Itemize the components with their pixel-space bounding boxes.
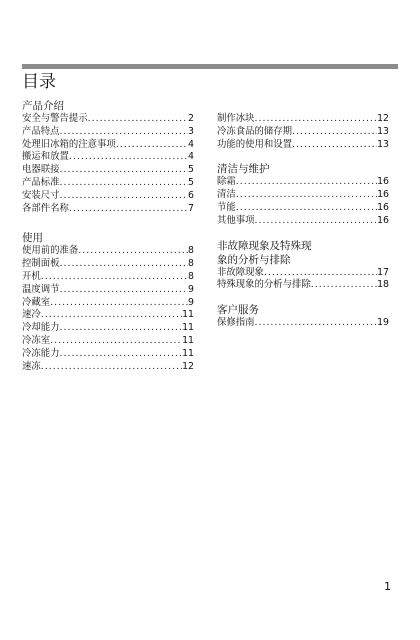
toc-entry-title: 冷冻食品的储存期 (217, 125, 293, 137)
toc-entry-title: 清洁 (217, 189, 236, 201)
toc-entry-page: 11 (182, 347, 194, 359)
top-rule (22, 64, 398, 69)
page-number: 1 (384, 580, 391, 593)
dot-leader (60, 164, 189, 177)
toc-entry-page: 16 (377, 214, 389, 226)
toc-entry[interactable] (217, 189, 389, 202)
toc-entry[interactable] (22, 203, 194, 216)
toc-entry-title: 产品标准 (22, 176, 60, 188)
toc-entry[interactable] (217, 126, 389, 139)
toc-entry-page: 13 (377, 138, 389, 150)
toc-entry-page: 19 (377, 317, 389, 329)
section-heading: 清洁与维护 (217, 163, 270, 176)
toc-entry-page: 9 (188, 283, 194, 295)
toc-entry-title: 各部件名称 (22, 202, 69, 214)
dot-leader (255, 113, 378, 126)
toc-entry-title: 安全与警告提示 (22, 113, 88, 124)
toc-entry[interactable] (22, 245, 194, 258)
dot-leader (60, 348, 183, 361)
toc-entry-title: 使用前的准备 (22, 245, 79, 257)
toc-entry-title: 安装尺寸 (22, 189, 60, 201)
toc-entry[interactable] (22, 322, 194, 335)
toc-entry-title: 特殊现象的分析与排除 (217, 279, 311, 291)
toc-list (22, 245, 194, 373)
toc-entry-title: 开机 (22, 270, 41, 282)
toc-entry[interactable] (22, 335, 194, 348)
toc-entry-title: 产品特点 (22, 125, 60, 137)
toc-entry-title: 电器联接 (22, 164, 60, 176)
dot-leader (60, 126, 189, 139)
toc-list (217, 176, 389, 227)
toc-entry[interactable] (22, 361, 194, 374)
toc-entry-title: 其他事项 (217, 214, 255, 226)
dot-leader (50, 297, 188, 310)
toc-entry[interactable] (217, 317, 389, 330)
toc-entry-page: 17 (377, 266, 389, 278)
toc-entry-page: 13 (377, 125, 389, 137)
toc-entry-page: 8 (188, 245, 194, 257)
dot-leader (41, 271, 188, 284)
toc-entry-title: 冷却能力 (22, 322, 60, 334)
toc-entry[interactable] (22, 139, 194, 152)
toc-list (217, 113, 389, 151)
toc-entry-page: 18 (377, 279, 389, 291)
toc-entry[interactable] (22, 164, 194, 177)
dot-leader (311, 279, 377, 292)
dot-leader (236, 176, 377, 189)
dot-leader (236, 189, 377, 202)
toc-entry-page: 12 (182, 360, 194, 372)
toc-entry-page: 8 (188, 270, 194, 282)
section-service (217, 303, 389, 330)
dot-leader (255, 215, 378, 228)
toc-entry-page: 7 (188, 202, 194, 214)
toc-entry-title: 保修指南 (217, 317, 255, 329)
toc-entry-page: 5 (188, 164, 194, 176)
dot-leader (264, 267, 377, 280)
toc-entry-title: 制作冰块 (217, 113, 255, 124)
toc-entry[interactable] (22, 348, 194, 361)
dot-leader (41, 309, 182, 322)
section-heading: 客户服务 (217, 304, 259, 317)
section-troubleshoot (217, 239, 389, 293)
toc-entry[interactable] (217, 215, 389, 228)
toc-entry[interactable] (22, 190, 194, 203)
toc-entry-page: 2 (188, 113, 194, 124)
toc-entry-page: 16 (377, 176, 389, 188)
toc-entry-title: 温度调节 (22, 283, 60, 295)
toc-entry-title: 冷冻能力 (22, 347, 60, 359)
toc-entry-page: 16 (377, 189, 389, 201)
toc-entry-title: 处理旧冰箱的注意事项 (22, 138, 116, 150)
toc-column-right (217, 113, 389, 330)
toc-entry-title: 除霜 (217, 176, 236, 188)
toc-entry[interactable] (22, 297, 194, 310)
toc-entry-page: 3 (188, 125, 194, 137)
section-heading: 产品介绍 (22, 100, 64, 112)
toc-entry-page: 9 (188, 296, 194, 308)
toc-entry-page: 11 (182, 322, 194, 334)
dot-leader (60, 190, 189, 203)
toc-entry[interactable] (217, 267, 389, 280)
section-heading-line2: 象的分析与排除 (217, 253, 291, 266)
toc-entry[interactable] (22, 113, 194, 126)
dot-leader (60, 322, 183, 335)
toc-entry-page: 5 (188, 176, 194, 188)
toc-entry-page: 12 (377, 113, 389, 124)
section-heading: 使用 (22, 232, 43, 245)
toc-entry[interactable] (217, 139, 389, 152)
section-cleaning (217, 162, 389, 227)
toc-entry-title: 速冷 (22, 309, 41, 321)
dot-leader (69, 151, 188, 164)
toc-entry[interactable] (217, 279, 389, 292)
toc-entry-page: 11 (182, 309, 194, 321)
toc-entry-title: 速冻 (22, 360, 41, 372)
toc-entry-page: 4 (188, 151, 194, 163)
toc-entry-title: 冷藏室 (22, 296, 51, 308)
dot-leader (88, 113, 188, 126)
section-intro (22, 99, 194, 215)
dot-leader (69, 203, 188, 216)
section-heading: 非故障现象及特殊现 (217, 239, 312, 252)
dot-leader (292, 139, 377, 152)
toc-entry-page: 6 (188, 189, 194, 201)
dot-leader (60, 177, 189, 190)
toc-entry-title: 功能的使用和设置 (217, 138, 293, 150)
toc-entry[interactable] (217, 176, 389, 189)
section-usage (22, 231, 194, 373)
toc-entry[interactable] (217, 113, 389, 126)
dot-leader (41, 361, 182, 374)
toc-entry-title: 非故障现象 (217, 266, 264, 278)
dot-leader (292, 126, 377, 139)
toc-entry-title: 冷冻室 (22, 334, 51, 346)
toc-entry[interactable] (22, 151, 194, 164)
toc-list (217, 267, 389, 293)
toc-entry-page: 16 (377, 201, 389, 213)
toc-entry[interactable] (22, 271, 194, 284)
dot-leader (60, 258, 189, 271)
dot-leader (50, 335, 182, 348)
dot-leader (236, 202, 377, 215)
toc-entry[interactable] (22, 126, 194, 139)
toc-entry[interactable] (22, 258, 194, 271)
dot-leader (116, 139, 188, 152)
toc-entry-title: 节能 (217, 201, 236, 213)
toc-entry[interactable] (22, 284, 194, 297)
toc-entry-page: 4 (188, 138, 194, 150)
toc-entry-title: 控制面板 (22, 258, 60, 270)
toc-entry-title: 搬运和放置 (22, 151, 69, 163)
toc-list (217, 317, 389, 330)
dot-leader (60, 284, 189, 297)
toc-list (22, 113, 194, 215)
page-title: 目录 (22, 72, 56, 92)
toc-entry-page: 11 (182, 334, 194, 346)
dot-leader (78, 245, 188, 258)
toc-column-left (22, 99, 194, 373)
toc-entry[interactable] (22, 177, 194, 190)
toc-entry[interactable] (22, 309, 194, 322)
section-usage-continued (217, 113, 389, 151)
toc-entry-page: 8 (188, 258, 194, 270)
dot-leader (255, 317, 378, 330)
toc-entry[interactable] (217, 202, 389, 215)
